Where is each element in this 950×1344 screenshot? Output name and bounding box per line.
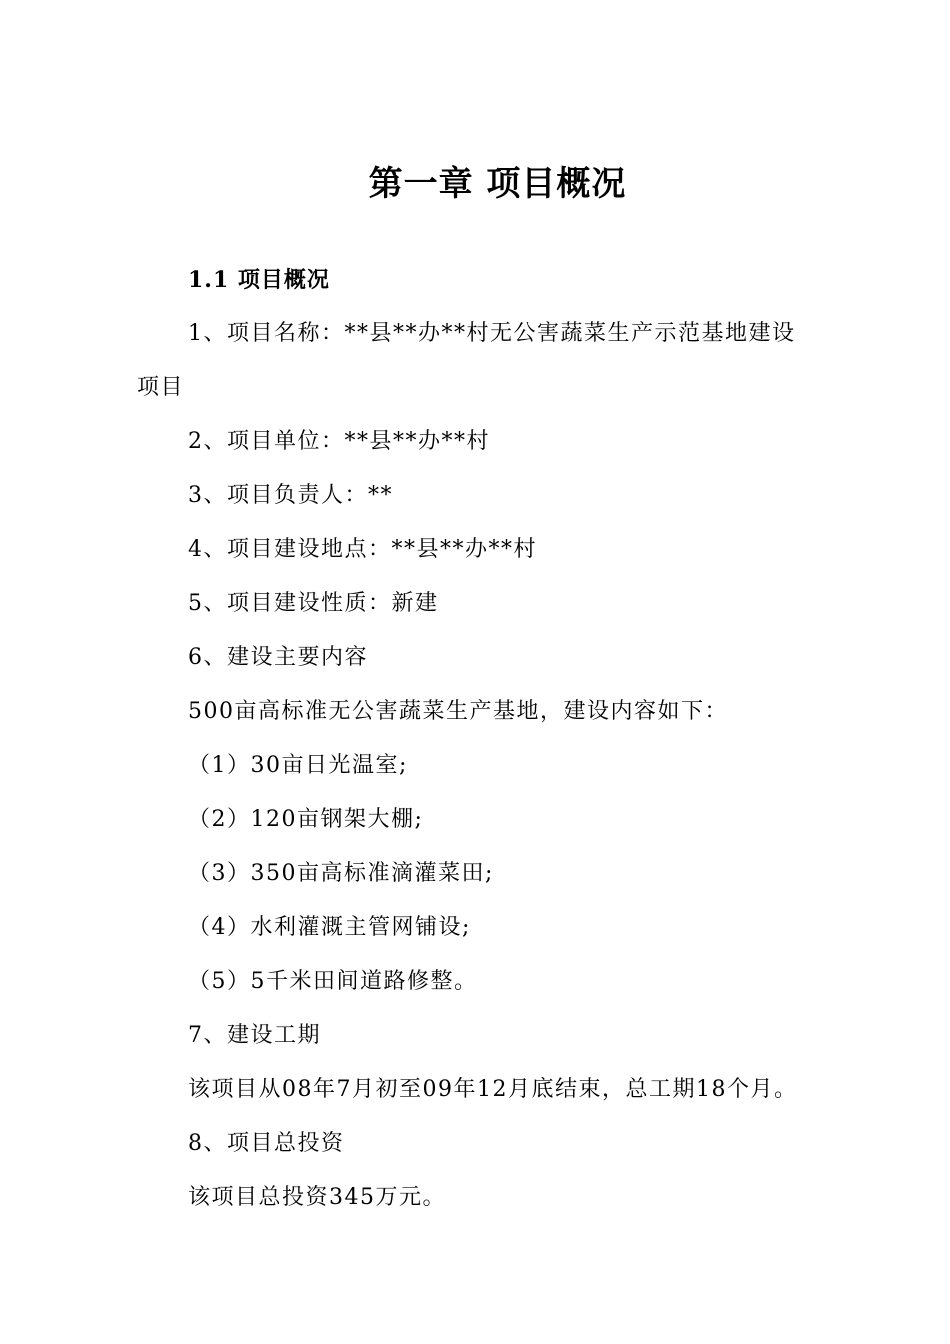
item-construction-period-heading: 7、建设工期 — [188, 1023, 321, 1048]
item-project-name: 1、项目名称：**县**办**村无公害蔬菜生产示范基地建设 — [188, 321, 796, 346]
construction-period-text: 该项目从08年7月初至09年12月底结束，总工期18个月。 — [188, 1077, 798, 1102]
total-investment-text: 该项目总投资345万元。 — [188, 1185, 446, 1210]
item-project-unit: 2、项目单位：**县**办**村 — [188, 429, 490, 454]
item-project-name-continuation: 项目 — [137, 375, 185, 400]
main-content-summary: 500亩高标准无公害蔬菜生产基地，建设内容如下： — [188, 699, 728, 724]
item-project-leader: 3、项目负责人：** — [188, 483, 393, 508]
item-total-investment-heading: 8、项目总投资 — [188, 1131, 345, 1156]
item-project-location: 4、项目建设地点：**县**办**村 — [188, 537, 537, 562]
content-item-2: （2）120亩钢架大棚; — [188, 807, 424, 832]
item-project-nature: 5、项目建设性质：新建 — [188, 591, 439, 616]
content-item-3: （3）350亩高标准滴灌菜田; — [188, 861, 494, 886]
chapter-title: 第一章 项目概况 — [368, 164, 627, 204]
content-item-4: （4）水利灌溉主管网铺设; — [188, 915, 471, 940]
content-item-5: （5）5千米田间道路修整。 — [188, 969, 478, 994]
section-heading: 1.1 项目概况 — [188, 267, 330, 293]
content-item-1: （1）30亩日光温室; — [188, 753, 408, 778]
item-main-content-heading: 6、建设主要内容 — [188, 645, 368, 670]
